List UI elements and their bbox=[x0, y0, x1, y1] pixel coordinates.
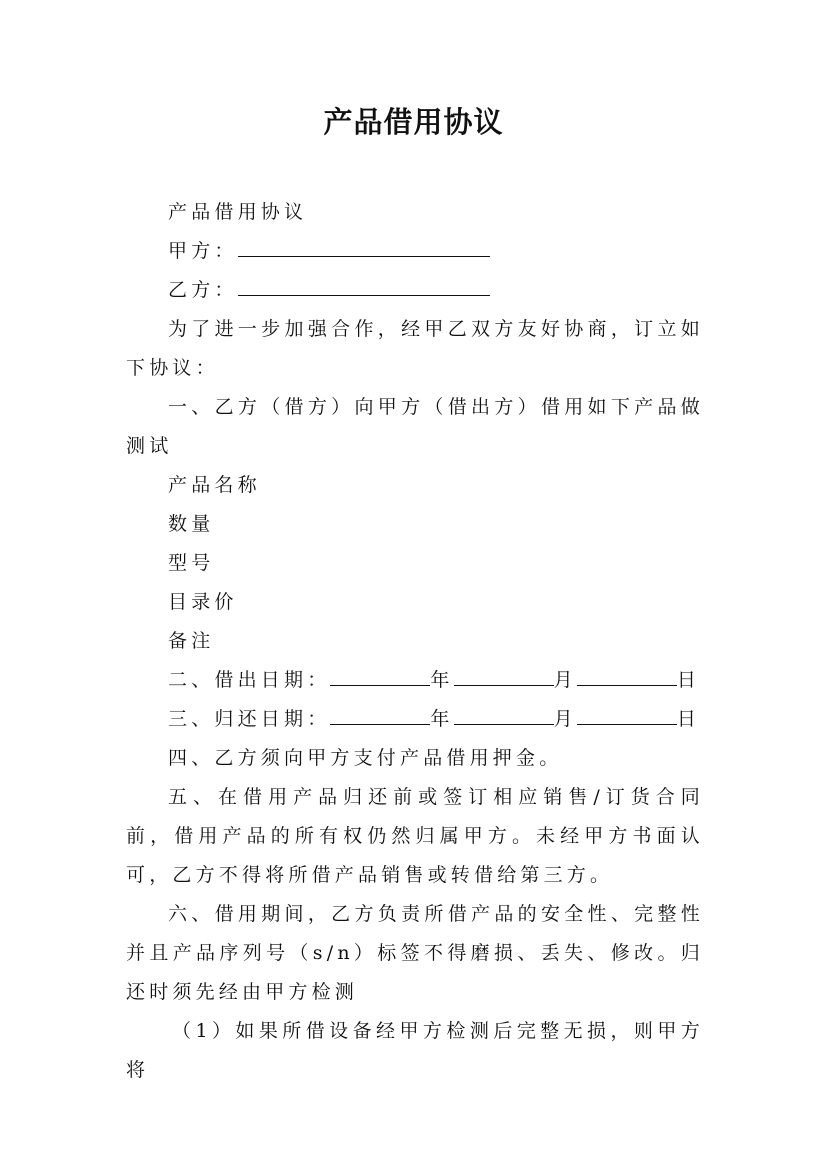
clause-3-return-date bbox=[126, 700, 704, 739]
month-unit: 月 bbox=[553, 708, 577, 730]
party-a-line bbox=[126, 232, 704, 271]
product-field-quantity: 数量 bbox=[168, 513, 215, 535]
party-a-label: 甲方： bbox=[168, 240, 238, 262]
clause-2-label: 二、借出日期： bbox=[168, 669, 331, 691]
product-field-name: 产品名称 bbox=[168, 474, 261, 496]
agreement-heading: 产品借用协议 bbox=[168, 201, 308, 223]
party-b-label: 乙方： bbox=[168, 279, 238, 301]
product-field-model: 型号 bbox=[168, 552, 215, 574]
product-field-remarks: 备注 bbox=[168, 630, 215, 652]
lend-year-blank bbox=[330, 663, 430, 686]
intro-paragraph: 为了进一步加强合作，经甲乙双方友好协商，订立如下协议： bbox=[126, 318, 704, 379]
clause-4: 四、乙方须向甲方支付产品借用押金。 bbox=[168, 747, 563, 769]
return-day-blank bbox=[577, 702, 677, 725]
document-title: 产品借用协议 bbox=[323, 105, 504, 139]
clause-6: 六、借用期间，乙方负责所借产品的安全性、完整性并且产品序列号（s/n）标签不得磨损、丢失、修改。归还时须先经由甲方检测 bbox=[126, 903, 704, 1003]
party-b-line bbox=[126, 271, 704, 310]
clause-2-lend-date bbox=[126, 661, 704, 700]
document-body bbox=[126, 193, 704, 1090]
return-month-blank bbox=[454, 702, 554, 725]
year-unit: 年 bbox=[430, 669, 454, 691]
lend-month-blank bbox=[454, 663, 554, 686]
month-unit: 月 bbox=[553, 669, 577, 691]
party-b-blank bbox=[238, 273, 490, 296]
lend-day-blank bbox=[577, 663, 677, 686]
return-year-blank bbox=[330, 702, 430, 725]
day-unit: 日 bbox=[676, 669, 701, 691]
party-a-blank bbox=[238, 234, 490, 257]
clause-6-item-1: （1）如果所借设备经甲方检测后完整无损，则甲方将 bbox=[126, 1020, 704, 1081]
clause-5: 五、在借用产品归还前或签订相应销售/订货合同前，借用产品的所有权仍然归属甲方。未经甲方书面认可，乙方不得将所借产品销售或转借给第三方。 bbox=[126, 786, 704, 886]
clause-1: 一、乙方（借方）向甲方（借出方）借用如下产品做测试 bbox=[126, 396, 704, 457]
year-unit: 年 bbox=[430, 708, 454, 730]
day-unit: 日 bbox=[676, 708, 701, 730]
product-field-list-price: 目录价 bbox=[168, 591, 238, 613]
clause-3-label: 三、归还日期： bbox=[168, 708, 331, 730]
